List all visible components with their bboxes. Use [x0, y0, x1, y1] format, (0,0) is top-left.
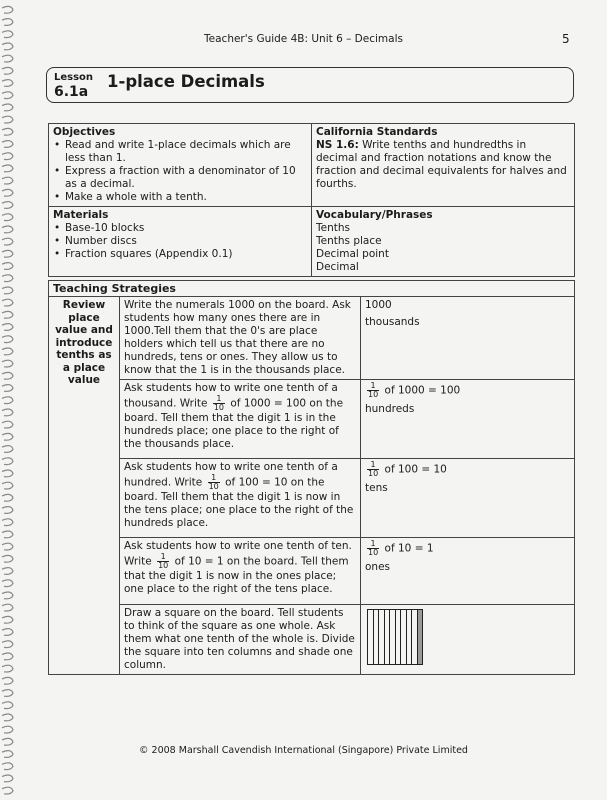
spiral-coil	[2, 67, 13, 74]
spiral-coil	[2, 348, 13, 355]
strategy-right-cell	[361, 605, 575, 675]
objectives-heading: Objectives	[53, 126, 116, 138]
strategy-text-part: of 100 = 10 on the board. Tell them that the digit 1 is now in the tens place; one place to the right of the hundreds place.	[124, 476, 354, 529]
fraction-one-tenth	[157, 553, 169, 570]
spiral-coil	[2, 763, 13, 770]
spiral-coil	[2, 507, 13, 514]
fraction-numerator: 1	[367, 382, 379, 391]
objectives-list	[53, 139, 307, 204]
fraction-numerator: 1	[367, 461, 379, 470]
strategy-text-cell	[120, 538, 361, 605]
spiral-coil	[2, 238, 13, 245]
spiral-coil	[2, 665, 13, 672]
spiral-coil	[2, 336, 13, 343]
fraction-one-tenth	[367, 382, 379, 399]
place-value-name: ones	[365, 561, 391, 573]
equation-text: of 10 = 1	[384, 542, 434, 555]
strategy-text-cell	[120, 380, 361, 459]
spiral-coil	[2, 287, 13, 294]
strategy-right-cell	[361, 538, 575, 605]
spiral-coil	[2, 787, 13, 794]
spiral-coil	[2, 604, 13, 611]
right-equation	[365, 540, 570, 557]
strategy-text-cell	[120, 459, 361, 538]
spiral-coil	[2, 6, 13, 13]
spiral-coil	[2, 690, 13, 697]
spiral-coil	[2, 433, 13, 440]
spiral-coil	[2, 494, 13, 501]
spiral-coil	[2, 580, 13, 587]
spiral-coil	[2, 531, 13, 538]
running-header: Teacher's Guide 4B: Unit 6 – Decimals	[204, 33, 403, 45]
spiral-coil	[2, 250, 13, 257]
spiral-coil	[2, 153, 13, 160]
spiral-coil	[2, 677, 13, 684]
fraction-numerator: 1	[213, 395, 225, 404]
spiral-coil	[2, 372, 13, 379]
teaching-strategies-table	[48, 280, 575, 675]
standards-heading: California Standards	[316, 126, 438, 138]
vocabulary-heading: Vocabulary/Phrases	[316, 209, 433, 221]
tenths-square-diagram	[367, 609, 423, 665]
fraction-one-tenth	[208, 474, 220, 491]
strategy-text-part: of 1000 = 100 on the board. Tell them that the digit 1 is in the hundreds place; one place to the right of the thousands place.	[124, 397, 344, 450]
fraction-denominator: 10	[368, 390, 379, 399]
strategy-text-part: Ask students how to write one tenth of ten. Write	[124, 540, 352, 568]
spiral-coil	[2, 92, 13, 99]
spiral-coil	[2, 592, 13, 599]
list-item: • Express a fraction with a denominator of 10 as a decimal.	[63, 165, 307, 191]
spiral-coil	[2, 311, 13, 318]
fraction-numerator: 1	[157, 553, 169, 562]
spiral-coil	[2, 458, 13, 465]
teaching-side-label: Review place value and introduce tenths as a place value	[49, 297, 120, 675]
spiral-coil	[2, 421, 13, 428]
list-item: Tenths	[316, 222, 350, 234]
fraction-numerator: 1	[367, 540, 379, 549]
vocabulary-cell	[312, 207, 575, 277]
lesson-number: 6.1a	[54, 84, 89, 100]
spiral-coil	[2, 555, 13, 562]
strategy-right-cell	[361, 459, 575, 538]
list-item: • Make a whole with a tenth.	[63, 191, 307, 204]
spiral-coil	[2, 726, 13, 733]
list-item: • Read and write 1-place decimals which are less than 1.	[63, 139, 307, 165]
spiral-coil	[2, 177, 13, 184]
strategy-right-cell	[361, 380, 575, 459]
list-item: • Fraction squares (Appendix 0.1)	[63, 248, 307, 261]
spiral-coil	[2, 482, 13, 489]
spiral-coil	[2, 104, 13, 111]
spiral-coil	[2, 775, 13, 782]
spiral-coil	[2, 141, 13, 148]
spiral-coil	[2, 568, 13, 575]
list-item: • Number discs	[63, 235, 307, 248]
spiral-coil	[2, 165, 13, 172]
fraction-denominator: 10	[158, 561, 169, 570]
fraction-one-tenth	[213, 395, 225, 412]
spiral-coil	[2, 116, 13, 123]
standards-description: Write tenths and hundredths in decimal and fraction notations and know the fraction and decimal equivalents for halves and fourths.	[316, 139, 567, 190]
spiral-coil	[2, 702, 13, 709]
spiral-coil	[2, 275, 13, 282]
spiral-coil	[2, 616, 13, 623]
copyright-footer: © 2008 Marshall Cavendish International (Singapore) Private Limited	[139, 745, 468, 756]
spiral-coil	[2, 543, 13, 550]
spiral-coil	[2, 263, 13, 270]
strategy-text-part: Ask students how to write one tenth of a thousand. Write	[124, 382, 338, 410]
spiral-coil	[2, 519, 13, 526]
fraction-denominator: 10	[213, 403, 225, 412]
fraction-numerator: 1	[208, 474, 220, 483]
equation-text: of 100 = 10	[384, 463, 447, 476]
materials-list	[53, 222, 307, 261]
spiral-coil	[2, 360, 13, 367]
spiral-coil	[2, 19, 13, 26]
strategy-text-cell: Write the numerals 1000 on the board. Ask students how many ones there are in 1000.Tell them that the 0's are place holders which tell us that there are no hundreds, tens or ones. They allow us to know that the 1 is in the thousands place.	[120, 297, 361, 380]
place-value-name: hundreds	[365, 403, 415, 415]
right-equation	[365, 461, 570, 478]
standards-cell	[312, 124, 575, 207]
page-number: 5	[562, 32, 570, 46]
spiral-coil	[2, 470, 13, 477]
materials-cell	[49, 207, 312, 277]
spiral-coil	[2, 189, 13, 196]
lesson-title: 1-place Decimals	[107, 72, 265, 91]
spiral-coil	[2, 446, 13, 453]
objectives-table	[48, 123, 575, 277]
lesson-label: Lesson	[54, 72, 94, 83]
fraction-one-tenth	[367, 540, 379, 557]
lesson-title-box	[46, 67, 574, 103]
strategy-text-part: of 10 = 1 on the board. Tell them that the digit 1 is now in the ones place; one place to the right of the tens place.	[124, 555, 349, 595]
spiral-coil	[2, 397, 13, 404]
fraction-denominator: 10	[208, 482, 219, 491]
objectives-cell	[49, 124, 312, 207]
fraction-denominator: 10	[368, 469, 379, 478]
place-value-name: tens	[365, 482, 388, 494]
list-item: • Base-10 blocks	[63, 222, 307, 235]
list-item: Decimal point	[316, 248, 389, 260]
spiral-coil	[2, 385, 13, 392]
strategy-text-part: Ask students how to write one tenth of a hundred. Write	[124, 461, 338, 489]
list-item: Tenths place	[316, 235, 382, 247]
fraction-one-tenth	[367, 461, 379, 478]
equation-text: of 1000 = 100	[384, 384, 461, 397]
strategy-right-cell	[361, 297, 575, 380]
standards-code: NS 1.6:	[316, 139, 359, 151]
teaching-strategies-heading: Teaching Strategies	[49, 281, 575, 297]
spiral-coil	[2, 128, 13, 135]
spiral-coil	[2, 324, 13, 331]
spiral-coil	[2, 55, 13, 62]
materials-heading: Materials	[53, 209, 109, 221]
strategy-text-cell: Draw a square on the board. Tell students to think of the square as one whole. Ask them what one tenth of the whole is. Divide the square into ten columns and shade one column.	[120, 605, 361, 675]
right-value: 1000	[365, 299, 392, 311]
spiral-coil	[2, 629, 13, 636]
right-equation	[365, 382, 570, 399]
spiral-binding	[0, 0, 18, 800]
spiral-coil	[2, 409, 13, 416]
spiral-coil	[2, 202, 13, 209]
spiral-coil	[2, 299, 13, 306]
fraction-denominator: 10	[368, 548, 379, 557]
spiral-coil	[2, 214, 13, 221]
spiral-coil	[2, 641, 13, 648]
spiral-coil	[2, 714, 13, 721]
place-value-name: thousands	[365, 316, 420, 328]
spiral-coil	[2, 226, 13, 233]
shaded-square-column	[418, 610, 423, 664]
spiral-coil	[2, 80, 13, 87]
list-item: Decimal	[316, 261, 359, 273]
spiral-coil	[2, 653, 13, 660]
standards-text	[316, 139, 570, 191]
